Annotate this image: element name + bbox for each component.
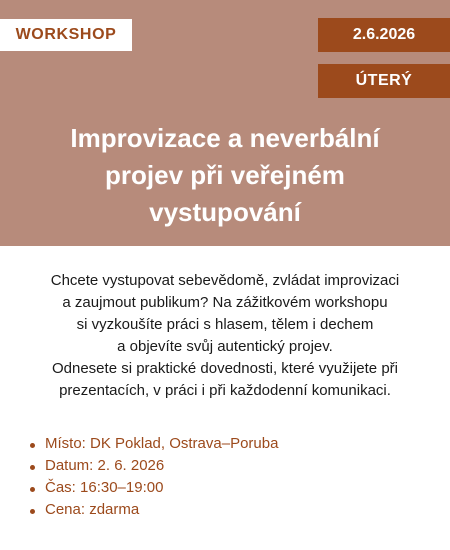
description-line: Chcete vystupovat sebevědomě, zvládat improvizaci: [50, 272, 400, 289]
detail-item-location: [30, 433, 278, 455]
bullet-icon: [30, 443, 35, 448]
title-line: vystupování: [149, 197, 301, 227]
detail-item-date: [30, 455, 278, 477]
detail-text: Datum: 2. 6. 2026: [45, 457, 165, 474]
description-line: a objevíte svůj autentický projev.: [117, 338, 333, 355]
detail-item-time: [30, 477, 278, 499]
description-line: a zaujmout publikum? Na zážitkovém workshopu: [62, 294, 388, 311]
detail-text: Místo: DK Poklad, Ostrava–Poruba: [45, 435, 279, 452]
event-title: [20, 120, 430, 231]
hero-banner: [0, 0, 450, 246]
description-line: Odnesete si praktické dovednosti, které využijete při: [51, 360, 398, 377]
detail-text: Čas: 16:30–19:00: [45, 479, 164, 496]
workshop-tag: WORKSHOP: [0, 19, 132, 51]
title-line: Improvizace a neverbální: [70, 123, 380, 153]
description-line: si vyzkoušíte práci s hlasem, tělem i dechem: [76, 316, 374, 333]
event-description: [10, 270, 440, 402]
description-line: prezentacích, v práci i při každodenní komunikaci.: [59, 382, 391, 399]
date-badge: 2.6.2026: [318, 18, 450, 52]
bullet-icon: [30, 487, 35, 492]
bullet-icon: [30, 465, 35, 470]
event-details-list: [30, 433, 278, 521]
detail-item-price: [30, 499, 278, 521]
bullet-icon: [30, 509, 35, 514]
day-badge: ÚTERÝ: [318, 64, 450, 98]
title-line: projev při veřejném: [105, 160, 345, 190]
detail-text: Cena: zdarma: [45, 501, 140, 518]
